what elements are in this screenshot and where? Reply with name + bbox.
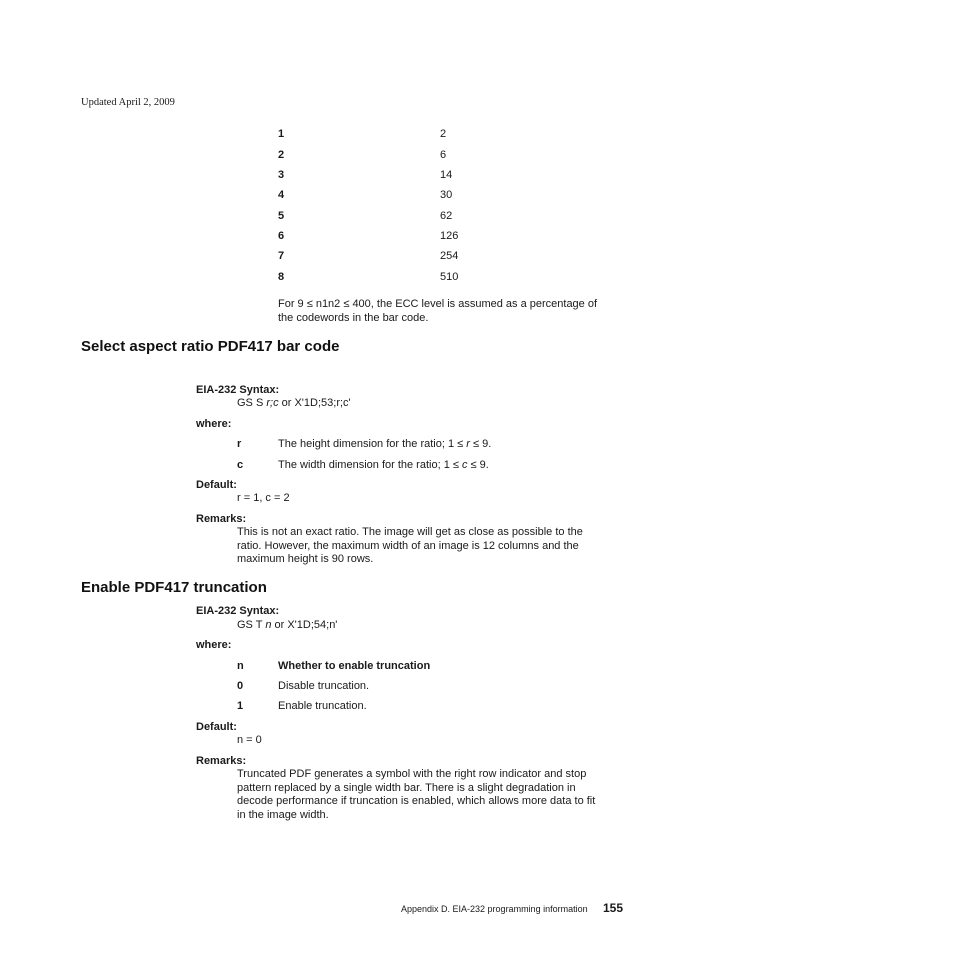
default-value: n = 0: [237, 734, 262, 746]
default-label: Default:: [196, 479, 237, 491]
ecc-level: 7: [278, 250, 285, 262]
ecc-codewords: 126: [440, 230, 459, 242]
page-number: 155: [603, 901, 624, 915]
param-header-desc: Whether to enable truncation: [278, 660, 431, 672]
remarks-line: ratio. However, the maximum width of an image is 12 columns and the: [237, 540, 579, 552]
ecc-level: 4: [278, 189, 285, 201]
param-desc-text: The height dimension for the ratio; 1 ≤: [278, 438, 467, 450]
ecc-codewords: 254: [440, 250, 459, 262]
ecc-level: 3: [278, 169, 285, 181]
syntax-prefix: GS T: [237, 619, 266, 631]
ecc-level: 1: [278, 128, 285, 140]
remarks-line: in the image width.: [237, 809, 329, 821]
syntax-suffix: or X'1D;53;r;c': [278, 397, 351, 409]
syntax-command: [237, 397, 351, 409]
ecc-codewords: 6: [440, 149, 447, 161]
syntax-suffix: or X'1D;54;n': [271, 619, 338, 631]
param-name: r: [237, 438, 242, 450]
syntax-command: [237, 619, 337, 631]
where-label: where:: [196, 418, 232, 430]
param-desc-text: ≤ 9.: [467, 459, 489, 471]
section-title-truncation: Enable PDF417 truncation: [81, 579, 267, 596]
remarks-line: This is not an exact ratio. The image will get as close as possible to the: [237, 526, 583, 538]
param-desc: [278, 438, 491, 450]
ecc-codewords: 30: [440, 189, 453, 201]
default-value: r = 1, c = 2: [237, 492, 290, 504]
ecc-codewords: 62: [440, 210, 453, 222]
param-name: n: [237, 660, 244, 672]
remarks-label: Remarks:: [196, 513, 247, 525]
where-label: where:: [196, 639, 232, 651]
ecc-codewords: 14: [440, 169, 453, 181]
ecc-note-line: the codewords in the bar code.: [278, 312, 429, 324]
option-desc: Disable truncation.: [278, 680, 370, 692]
syntax-label: EIA-232 Syntax:: [196, 384, 280, 396]
ecc-level: 2: [278, 149, 285, 161]
param-desc-text: ≤ 9.: [469, 438, 492, 450]
syntax-param: r;c: [266, 397, 279, 409]
footer-section: Appendix D. EIA-232 programming information: [401, 904, 588, 914]
syntax-prefix: GS S: [237, 397, 267, 409]
section-title-aspect-ratio: Select aspect ratio PDF417 bar code: [81, 338, 340, 355]
param-desc: [278, 459, 489, 471]
syntax-label: EIA-232 Syntax:: [196, 605, 280, 617]
param-var: c: [461, 459, 468, 471]
ecc-level: 5: [278, 210, 285, 222]
option-desc: Enable truncation.: [278, 700, 367, 712]
option-value: 0: [237, 680, 244, 692]
remarks-line: Truncated PDF generates a symbol with the right row indicator and stop: [237, 768, 587, 780]
syntax-param: n: [265, 619, 272, 631]
updated-date: Updated April 2, 2009: [81, 97, 175, 108]
param-name: c: [237, 459, 244, 471]
remarks-line: decode performance if truncation is enabled, which allows more data to fit: [237, 795, 596, 807]
ecc-level: 6: [278, 230, 285, 242]
remarks-line: pattern replaced by a single width bar. There is a slight degradation in: [237, 782, 576, 794]
ecc-level: 8: [278, 271, 285, 283]
ecc-note-line: For 9 ≤ n1n2 ≤ 400, the ECC level is assumed as a percentage of: [278, 298, 598, 310]
remarks-line: maximum height is 90 rows.: [237, 553, 374, 565]
option-value: 1: [237, 700, 244, 712]
ecc-codewords: 2: [440, 128, 447, 140]
default-label: Default:: [196, 721, 237, 733]
ecc-codewords: 510: [440, 271, 459, 283]
param-var: r: [466, 438, 470, 450]
remarks-label: Remarks:: [196, 755, 247, 767]
param-desc-text: The width dimension for the ratio; 1 ≤: [278, 459, 462, 471]
